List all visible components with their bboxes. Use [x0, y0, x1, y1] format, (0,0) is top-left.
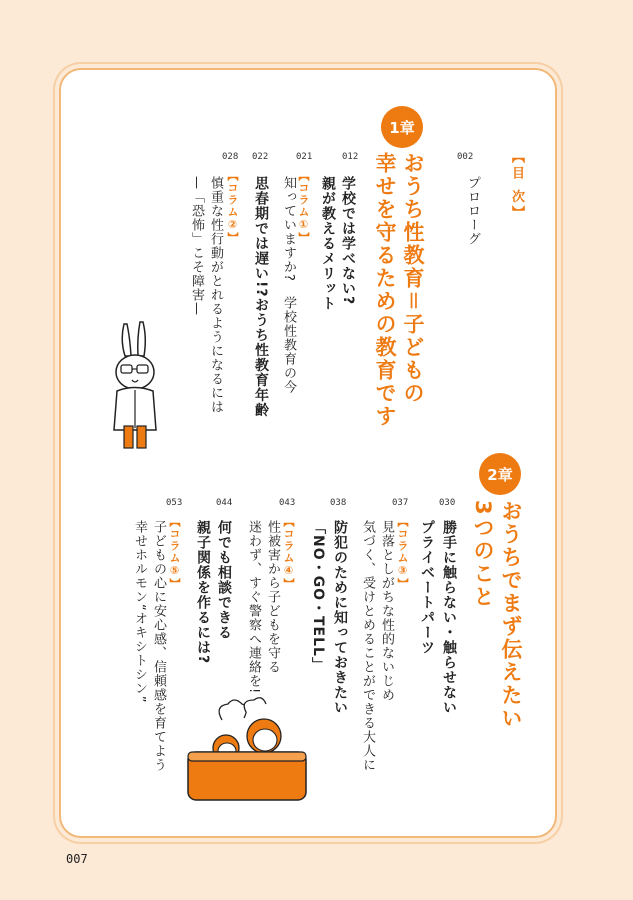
- ch2-entry4-line1: 性被害から子どもを守る: [265, 520, 280, 674]
- ch2-entry5-line1: 何でも相談できる: [216, 520, 232, 640]
- ch2-entry1-line2: プライベートパーツ: [419, 520, 435, 655]
- ch2-entry6-line1: 子どもの心に安心感、信頼感を育てよう: [151, 520, 166, 772]
- ch1-entry2-page: 021: [296, 152, 313, 162]
- toc-heading: 【目 次】: [509, 150, 524, 222]
- ch2-entry1-line1: 勝手に触らない・触らせない: [441, 520, 457, 715]
- ch1-entry4-tag: 【コラム②】: [226, 170, 239, 244]
- ch2-entry1-page: 030: [439, 498, 456, 508]
- ch2-entry6-page: 053: [166, 498, 183, 508]
- chapter2-badge: 2章: [479, 453, 521, 495]
- ch2-entry3-line1: 防犯のために知っておきたい: [332, 520, 348, 715]
- page-number: 007: [66, 852, 88, 866]
- chapter1-badge: 1章: [381, 106, 423, 148]
- ch2-entry4-tag: 【コラム④】: [282, 516, 295, 590]
- ch2-entry6-line2: 幸せホルモン“オキシトシン”: [132, 520, 147, 704]
- chapter1-title-line1: おうち性教育＝子どもの: [401, 152, 425, 405]
- chapter2-title-line2: 3つのこと: [471, 500, 495, 609]
- chapter2-title-line1: おうちでまず伝えたい: [499, 500, 523, 730]
- ch2-entry2-line1: 見落としがちな性的ないじめ: [379, 520, 394, 702]
- ch1-entry1-line1: 学校では学べない?: [340, 176, 356, 306]
- ch1-entry4-line2: —「恐怖」こそ障害—: [189, 176, 204, 316]
- ch1-entry3-page: 022: [252, 152, 269, 162]
- ch1-entry1-page: 012: [342, 152, 359, 162]
- ch2-entry3-page: 038: [330, 498, 347, 508]
- ch2-entry5-page: 044: [216, 498, 233, 508]
- ch2-entry6-tag: 【コラム⑤】: [168, 516, 181, 590]
- chapter1-title-line2: 幸せを守るための教育です: [373, 152, 397, 428]
- ch1-entry1-line2: 親が教えるメリット: [320, 176, 336, 311]
- ch1-entry2-line1: 知っていますか? 学校性教育の今: [281, 176, 296, 394]
- ch2-entry5-line2: 親子関係を作るには?: [195, 520, 211, 665]
- bath-illustration: [184, 696, 310, 806]
- prologue-page: 002: [457, 152, 474, 162]
- rabbit-doctor-illustration: [104, 318, 164, 453]
- ch2-entry2-page: 037: [392, 498, 409, 508]
- ch1-entry4-line1: 慎重な性行動がとれるようになるには: [208, 176, 223, 414]
- ch1-entry4-page: 028: [222, 152, 239, 162]
- ch2-entry4-page: 043: [279, 498, 296, 508]
- ch1-entry3-line1[interactable]: 思春期では遅い!?おうち性教育年齢: [253, 176, 269, 418]
- ch2-entry2-line2: 気づく、受けとめることができる大人に: [360, 520, 375, 772]
- ch2-entry3-line2: 「NO・GO・TELL」: [310, 520, 326, 672]
- ch2-entry2-tag: 【コラム③】: [396, 516, 409, 590]
- ch2-entry4-line2: 迷わず、すぐ警察へ連絡を!: [246, 520, 261, 695]
- prologue-link[interactable]: プロローグ: [465, 176, 480, 246]
- ch1-entry2-tag: 【コラム①】: [297, 170, 310, 244]
